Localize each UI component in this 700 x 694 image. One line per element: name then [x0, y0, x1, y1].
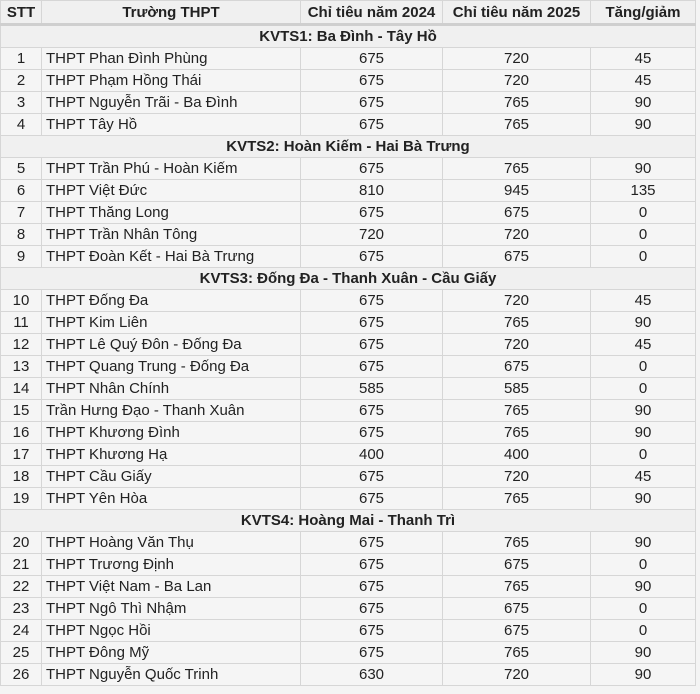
row-stt: 9 — [1, 246, 42, 268]
row-quota-2025: 765 — [443, 92, 591, 114]
table-row — [1, 180, 696, 202]
row-quota-2024: 675 — [301, 576, 443, 598]
row-quota-2025: 675 — [443, 554, 591, 576]
table-row — [1, 620, 696, 642]
row-quota-2025: 765 — [443, 488, 591, 510]
row-school-name: THPT Đông Mỹ — [42, 642, 301, 664]
row-school-name: Trần Hưng Đạo - Thanh Xuân — [42, 400, 301, 422]
row-quota-2024: 675 — [301, 334, 443, 356]
row-quota-2024: 675 — [301, 202, 443, 224]
table-row — [1, 422, 696, 444]
row-quota-2025: 675 — [443, 202, 591, 224]
row-stt: 12 — [1, 334, 42, 356]
row-school-name: THPT Trương Định — [42, 554, 301, 576]
row-school-name: THPT Ngô Thì Nhậm — [42, 598, 301, 620]
row-quota-2024: 675 — [301, 290, 443, 312]
row-change: 0 — [591, 598, 696, 620]
row-stt: 17 — [1, 444, 42, 466]
row-quota-2025: 765 — [443, 422, 591, 444]
group-row — [1, 510, 696, 532]
row-quota-2024: 675 — [301, 92, 443, 114]
row-change: 90 — [591, 400, 696, 422]
row-change: 90 — [591, 532, 696, 554]
group-title: KVTS3: Đống Đa - Thanh Xuân - Cầu Giấy — [1, 268, 696, 290]
table-row — [1, 554, 696, 576]
table-row — [1, 246, 696, 268]
group-title: KVTS4: Hoàng Mai - Thanh Trì — [1, 510, 696, 532]
row-stt: 8 — [1, 224, 42, 246]
row-stt: 4 — [1, 114, 42, 136]
row-school-name: THPT Nhân Chính — [42, 378, 301, 400]
row-school-name: THPT Phạm Hồng Thái — [42, 70, 301, 92]
row-change: 0 — [591, 224, 696, 246]
row-quota-2025: 720 — [443, 290, 591, 312]
row-stt: 10 — [1, 290, 42, 312]
table-row — [1, 488, 696, 510]
row-quota-2025: 765 — [443, 400, 591, 422]
row-change: 90 — [591, 312, 696, 334]
row-quota-2024: 675 — [301, 620, 443, 642]
row-school-name: THPT Nguyễn Quốc Trinh — [42, 664, 301, 686]
row-quota-2025: 765 — [443, 114, 591, 136]
table-row — [1, 48, 696, 70]
table-row — [1, 664, 696, 686]
row-quota-2024: 400 — [301, 444, 443, 466]
row-quota-2024: 675 — [301, 422, 443, 444]
row-quota-2025: 720 — [443, 70, 591, 92]
row-quota-2025: 675 — [443, 620, 591, 642]
row-quota-2025: 720 — [443, 466, 591, 488]
group-row — [1, 25, 696, 48]
row-quota-2024: 675 — [301, 70, 443, 92]
row-school-name: THPT Lê Quý Đôn - Đống Đa — [42, 334, 301, 356]
row-school-name: THPT Trần Phú - Hoàn Kiếm — [42, 158, 301, 180]
row-stt: 5 — [1, 158, 42, 180]
row-stt: 25 — [1, 642, 42, 664]
row-change: 0 — [591, 378, 696, 400]
table-row — [1, 92, 696, 114]
row-quota-2025: 675 — [443, 356, 591, 378]
header-quota-2024: Chỉ tiêu năm 2024 — [301, 1, 443, 25]
table-row — [1, 532, 696, 554]
table-row — [1, 290, 696, 312]
row-school-name: THPT Việt Nam - Ba Lan — [42, 576, 301, 598]
header-quota-2025: Chỉ tiêu năm 2025 — [443, 1, 591, 25]
group-row — [1, 268, 696, 290]
row-quota-2024: 585 — [301, 378, 443, 400]
row-school-name: THPT Cầu Giấy — [42, 466, 301, 488]
row-change: 90 — [591, 642, 696, 664]
row-stt: 15 — [1, 400, 42, 422]
table-row — [1, 576, 696, 598]
row-school-name: THPT Thăng Long — [42, 202, 301, 224]
row-stt: 26 — [1, 664, 42, 686]
row-quota-2025: 675 — [443, 246, 591, 268]
row-stt: 14 — [1, 378, 42, 400]
row-quota-2024: 675 — [301, 400, 443, 422]
table-row — [1, 70, 696, 92]
row-stt: 11 — [1, 312, 42, 334]
row-school-name: THPT Đoàn Kết - Hai Bà Trưng — [42, 246, 301, 268]
table-row — [1, 598, 696, 620]
row-stt: 13 — [1, 356, 42, 378]
header-row — [1, 1, 696, 25]
row-quota-2025: 585 — [443, 378, 591, 400]
row-change: 45 — [591, 48, 696, 70]
row-change: 0 — [591, 246, 696, 268]
row-quota-2024: 675 — [301, 158, 443, 180]
row-quota-2024: 675 — [301, 356, 443, 378]
row-school-name: THPT Nguyễn Trãi - Ba Đình — [42, 92, 301, 114]
table-row — [1, 334, 696, 356]
row-stt: 18 — [1, 466, 42, 488]
row-change: 90 — [591, 576, 696, 598]
row-change: 90 — [591, 664, 696, 686]
row-quota-2025: 720 — [443, 48, 591, 70]
table-row — [1, 312, 696, 334]
table-body — [1, 25, 696, 686]
row-quota-2025: 720 — [443, 664, 591, 686]
row-change: 0 — [591, 554, 696, 576]
header-stt: STT — [1, 1, 42, 25]
row-change: 90 — [591, 158, 696, 180]
row-quota-2024: 720 — [301, 224, 443, 246]
row-school-name: THPT Đống Đa — [42, 290, 301, 312]
table-row — [1, 642, 696, 664]
row-school-name: THPT Yên Hòa — [42, 488, 301, 510]
row-quota-2024: 675 — [301, 466, 443, 488]
row-school-name: THPT Kim Liên — [42, 312, 301, 334]
row-school-name: THPT Việt Đức — [42, 180, 301, 202]
row-school-name: THPT Hoàng Văn Thụ — [42, 532, 301, 554]
header-school: Trường THPT — [42, 1, 301, 25]
table-row — [1, 466, 696, 488]
row-change: 0 — [591, 356, 696, 378]
row-stt: 20 — [1, 532, 42, 554]
row-stt: 6 — [1, 180, 42, 202]
table-row — [1, 114, 696, 136]
row-quota-2024: 675 — [301, 598, 443, 620]
table-row — [1, 158, 696, 180]
row-school-name: THPT Khương Hạ — [42, 444, 301, 466]
row-quota-2024: 675 — [301, 532, 443, 554]
row-quota-2025: 765 — [443, 532, 591, 554]
row-stt: 21 — [1, 554, 42, 576]
row-stt: 24 — [1, 620, 42, 642]
row-change: 0 — [591, 444, 696, 466]
row-school-name: THPT Quang Trung - Đống Đa — [42, 356, 301, 378]
row-change: 90 — [591, 422, 696, 444]
row-quota-2024: 630 — [301, 664, 443, 686]
row-quota-2025: 765 — [443, 158, 591, 180]
group-title: KVTS1: Ba Đình - Tây Hồ — [1, 25, 696, 48]
row-change: 90 — [591, 92, 696, 114]
row-quota-2025: 765 — [443, 576, 591, 598]
row-change: 45 — [591, 334, 696, 356]
table-row — [1, 444, 696, 466]
group-title: KVTS2: Hoàn Kiếm - Hai Bà Trưng — [1, 136, 696, 158]
header-change: Tăng/giảm — [591, 1, 696, 25]
row-school-name: THPT Ngọc Hồi — [42, 620, 301, 642]
row-quota-2024: 675 — [301, 114, 443, 136]
row-stt: 22 — [1, 576, 42, 598]
row-change: 45 — [591, 70, 696, 92]
row-change: 90 — [591, 488, 696, 510]
row-quota-2024: 810 — [301, 180, 443, 202]
group-row — [1, 136, 696, 158]
table-row — [1, 356, 696, 378]
row-stt: 16 — [1, 422, 42, 444]
row-quota-2024: 675 — [301, 642, 443, 664]
row-quota-2024: 675 — [301, 246, 443, 268]
row-stt: 19 — [1, 488, 42, 510]
row-school-name: THPT Tây Hồ — [42, 114, 301, 136]
row-quota-2025: 720 — [443, 224, 591, 246]
row-change: 0 — [591, 202, 696, 224]
row-quota-2024: 675 — [301, 488, 443, 510]
row-change: 0 — [591, 620, 696, 642]
row-change: 45 — [591, 466, 696, 488]
row-change: 45 — [591, 290, 696, 312]
row-stt: 23 — [1, 598, 42, 620]
row-quota-2024: 675 — [301, 554, 443, 576]
table-row — [1, 202, 696, 224]
row-quota-2025: 400 — [443, 444, 591, 466]
table-row — [1, 378, 696, 400]
row-stt: 7 — [1, 202, 42, 224]
row-quota-2025: 675 — [443, 598, 591, 620]
row-school-name: THPT Trần Nhân Tông — [42, 224, 301, 246]
table-row — [1, 400, 696, 422]
row-school-name: THPT Phan Đình Phùng — [42, 48, 301, 70]
row-quota-2025: 945 — [443, 180, 591, 202]
row-school-name: THPT Khương Đình — [42, 422, 301, 444]
row-stt: 3 — [1, 92, 42, 114]
row-change: 135 — [591, 180, 696, 202]
row-quota-2025: 765 — [443, 312, 591, 334]
row-stt: 2 — [1, 70, 42, 92]
row-quota-2025: 720 — [443, 334, 591, 356]
row-quota-2025: 765 — [443, 642, 591, 664]
row-quota-2024: 675 — [301, 48, 443, 70]
row-quota-2024: 675 — [301, 312, 443, 334]
table-row — [1, 224, 696, 246]
row-stt: 1 — [1, 48, 42, 70]
row-change: 90 — [591, 114, 696, 136]
